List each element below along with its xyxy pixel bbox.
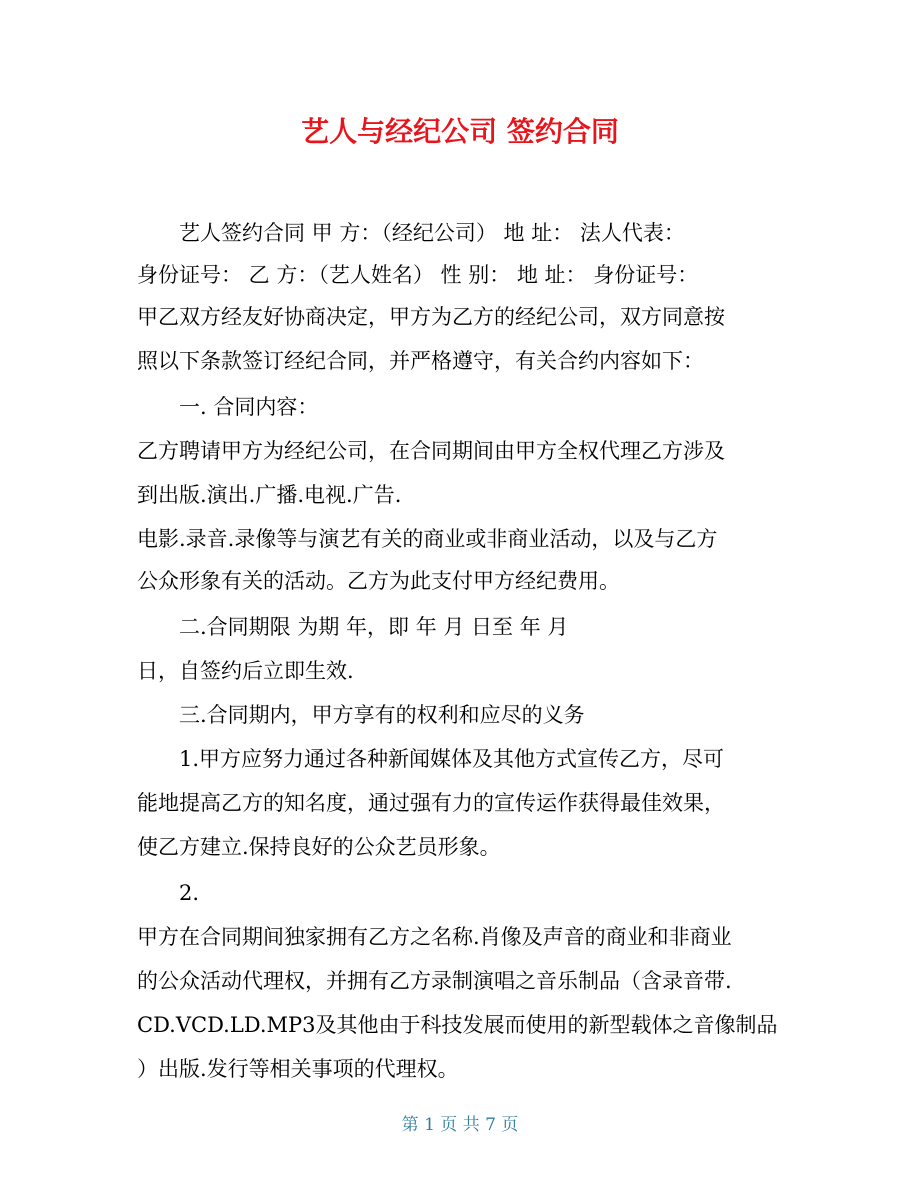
clause-2-line-1: 甲方在合同期间独家拥有乙方之名称.肖像及声音的商业和非商业 — [137, 925, 732, 949]
document-title: 艺人与经纪公司 签约合同 — [301, 115, 619, 148]
clause-2-line-4: ）出版.发行等相关事项的代理权。 — [137, 1057, 459, 1081]
section-1-line-1: 乙方聘请甲方为经纪公司，在合同期间由甲方全权代理乙方涉及 — [137, 439, 725, 463]
section-1-line-4: 公众形象有关的活动。乙方为此支付甲方经纪费用。 — [137, 569, 620, 593]
party-info-line-2: 身份证号： 乙 方：（艺人姓名） 性 别： 地 址： 身份证号： — [137, 263, 699, 287]
page-number-footer: 第 1 页 共 7 页 — [401, 1115, 519, 1135]
clause-2-number: 2. — [179, 881, 200, 905]
section-1-line-2: 到出版.演出.广播.电视.广告. — [137, 483, 402, 507]
preamble-line-2: 照以下条款签订经纪合同，并严格遵守，有关合约内容如下： — [137, 349, 704, 373]
clause-1-line-2: 能地提高乙方的知名度，通过强有力的宣传运作获得最佳效果， — [137, 791, 725, 815]
clause-2-line-3: CD.VCD.LD.MP3及其他由于科技发展而使用的新型载体之音像制品 — [137, 1013, 778, 1037]
preamble-line-1: 甲乙双方经友好协商决定，甲方为乙方的经纪公司，双方同意按 — [137, 305, 725, 329]
clause-1-line-1: 1.甲方应努力通过各种新闻媒体及其他方式宣传乙方，尽可 — [179, 747, 725, 771]
clause-2-line-2: 的公众活动代理权，并拥有乙方录制演唱之音乐制品（含录音带. — [137, 969, 732, 993]
section-2-line-2: 日，自签约后立即生效. — [137, 659, 354, 683]
section-1-line-3: 电影.录音.录像等与演艺有关的商业或非商业活动，以及与乙方 — [137, 527, 718, 551]
section-2-heading: 二.合同期限 为期 年，即 年 月 日至 年 月 — [179, 615, 569, 639]
section-1-heading: 一. 合同内容： — [179, 395, 319, 419]
party-info-line-1: 艺人签约合同 甲 方：（经纪公司） 地 址： 法人代表： — [179, 221, 685, 245]
clause-1-line-3: 使乙方建立.保持良好的公众艺员形象。 — [137, 835, 501, 859]
section-3-heading: 三.合同期内，甲方享有的权利和应尽的义务 — [179, 703, 585, 727]
